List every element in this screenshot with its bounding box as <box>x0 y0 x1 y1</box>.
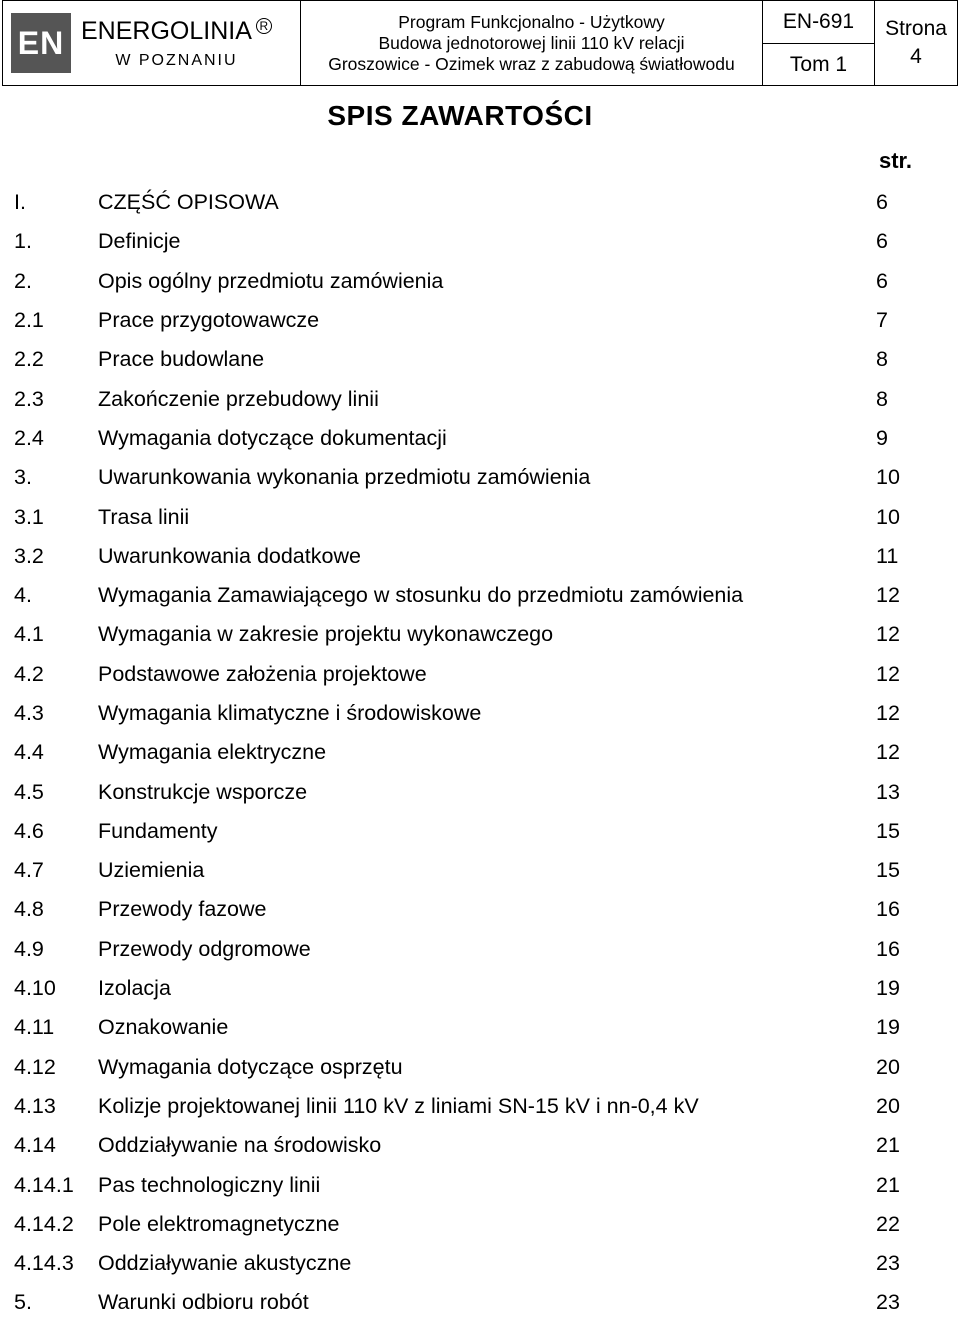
page-number: 4 <box>910 45 922 68</box>
toc-entry-title: Uwarunkowania dodatkowe <box>98 543 361 568</box>
toc-entry-title: Wymagania dotyczące osprzętu <box>98 1054 403 1079</box>
toc-entry <box>14 301 914 340</box>
toc-entry <box>14 183 914 222</box>
toc-entry-number: 4.6 <box>14 818 44 843</box>
company-logo: EN <box>11 13 71 73</box>
toc-entry <box>14 615 914 654</box>
toc-entry <box>14 655 914 694</box>
toc-entry <box>14 772 914 811</box>
toc-entry-page: 15 <box>876 858 900 883</box>
toc-entry <box>14 419 914 458</box>
page-column-label: str. <box>878 148 912 173</box>
toc-entry <box>14 733 914 772</box>
toc-entry-title: Zakończenie przebudowy linii <box>98 386 379 411</box>
toc-entry-title: Uziemienia <box>98 858 205 883</box>
company-info <box>81 16 272 70</box>
toc-entry-number: 4.11 <box>14 1015 55 1040</box>
toc-entry-title: Przewody odgromowe <box>98 936 311 961</box>
company-city: W POZNANIU <box>115 52 238 69</box>
toc-entry-page: 10 <box>876 504 900 529</box>
toc-entry <box>14 694 914 733</box>
toc-entry <box>14 930 914 969</box>
toc-entry-number: 5. <box>14 1290 32 1315</box>
company-name: ENERGOLINIA <box>81 17 252 45</box>
toc-entry <box>14 222 914 261</box>
toc-entry-number: 4.2 <box>14 661 44 686</box>
toc-entry-title: CZĘŚĆ OPISOWA <box>98 190 279 215</box>
toc-entry-page: 16 <box>876 897 900 922</box>
toc-entry-page: 20 <box>876 1054 900 1079</box>
toc-entry-number: 4.3 <box>14 701 44 725</box>
program-line-3: Groszowice - Ozimek wraz z zabudową światłowodu <box>328 53 735 74</box>
toc-entry-page: 6 <box>876 229 888 254</box>
toc-entry-title: Konstrukcje wsporcze <box>98 779 308 804</box>
toc-entry-title: Opis ogólny przedmiotu zamówienia <box>98 268 444 293</box>
toc-entry-title: Warunki odbioru robót <box>98 1290 309 1315</box>
toc-entry <box>14 497 914 536</box>
toc-entry <box>14 340 914 379</box>
toc-entry-number: 3. <box>14 465 32 490</box>
toc-entry-title: Wymagania w zakresie projektu wykonawczego <box>98 622 554 647</box>
program-title-cell <box>301 1 763 85</box>
toc-entry-number: 4.13 <box>14 1093 56 1118</box>
toc-entry-title: Wymagania klimatyczne i środowiskowe <box>98 701 482 725</box>
toc-entry-number: 3.2 <box>14 543 44 568</box>
page-label: Strona <box>885 17 947 40</box>
doc-code-cell <box>763 1 875 85</box>
toc-entry-number: 4.14.1 <box>14 1172 74 1197</box>
toc-entry-title: Prace budowlane <box>98 347 265 372</box>
toc-entry <box>14 576 914 615</box>
toc-entry-number: 4.1 <box>14 622 44 647</box>
toc-entry-page: 16 <box>876 936 900 961</box>
toc-entry <box>14 890 914 929</box>
toc-entry-title: Przewody fazowe <box>98 897 267 922</box>
toc-entry-number: 2.4 <box>14 425 44 450</box>
volume-label: Tom 1 <box>789 52 848 76</box>
toc-entry-page: 12 <box>876 661 900 686</box>
toc-entry-title: Wymagania elektryczne <box>98 740 327 765</box>
toc-entry-page: 12 <box>876 740 900 765</box>
toc-entry-title: Izolacja <box>98 976 171 1001</box>
toc-entry-number: 4.14.2 <box>14 1211 74 1236</box>
toc-entry-page: 8 <box>876 347 888 372</box>
toc-entry-title: Kolizje projektowanej linii 110 kV z liniami SN-15 kV i nn-0,4 kV <box>98 1093 699 1118</box>
toc-entry-number: 4. <box>14 583 32 608</box>
toc-entry-number: 1. <box>14 229 32 254</box>
toc-entry-number: 4.5 <box>14 779 44 804</box>
toc-entry <box>14 1048 914 1087</box>
toc-entry <box>14 1008 914 1047</box>
toc-entry-page: 10 <box>876 465 900 490</box>
toc-entry-number: 2.2 <box>14 347 44 372</box>
toc-entry-title: Pas technologiczny linii <box>98 1172 321 1197</box>
toc-entry <box>14 969 914 1008</box>
toc-entry-number: 4.9 <box>14 936 44 961</box>
page-title: SPIS ZAWARTOŚCI <box>327 100 593 131</box>
toc-entry-title: Definicje <box>98 229 181 254</box>
toc-entry-page: 23 <box>876 1251 900 1276</box>
toc-entry-title: Oddziaływanie akustyczne <box>98 1251 352 1276</box>
toc-entry-number: 4.14 <box>14 1133 56 1158</box>
toc-entry-page: 21 <box>876 1133 900 1158</box>
doc-code: EN-691 <box>763 1 874 44</box>
toc-entry-number: 2.1 <box>14 308 44 333</box>
toc-entry-page: 19 <box>876 976 900 1001</box>
toc-entry <box>14 262 914 301</box>
toc-entry <box>14 1126 914 1165</box>
toc-entry-title: Wymagania Zamawiającego w stosunku do przedmiotu zamówienia <box>98 583 744 608</box>
toc-entry-title: Oznakowanie <box>98 1015 229 1040</box>
toc-entry <box>14 851 914 890</box>
toc-entry-number: 4.14.3 <box>14 1251 74 1276</box>
toc-entry-page: 21 <box>876 1172 900 1197</box>
toc-entry-title: Fundamenty <box>98 818 218 843</box>
toc-entry-number: 4.4 <box>14 740 44 765</box>
toc-entry-number: 2. <box>14 268 32 293</box>
program-line-1: Program Funkcjonalno - Użytkowy <box>398 11 665 32</box>
toc-entry-number: 3.1 <box>14 504 44 529</box>
toc-entry-number: 4.10 <box>14 976 56 1001</box>
toc-entry-title: Uwarunkowania wykonania przedmiotu zamówienia <box>98 465 591 490</box>
toc-entry-page: 7 <box>876 308 888 333</box>
page-cell <box>875 1 957 85</box>
table-of-contents <box>14 183 914 1323</box>
toc-entry-page: 13 <box>876 779 900 804</box>
toc-entry <box>14 379 914 418</box>
toc-entry-number: 4.8 <box>14 897 44 922</box>
toc-entry <box>14 537 914 576</box>
toc-entry <box>14 1244 914 1283</box>
company-logo-cell <box>3 1 301 85</box>
program-line-2: Budowa jednotorowej linii 110 kV relacji <box>378 32 685 53</box>
toc-entry-title: Trasa linii <box>98 504 190 529</box>
toc-entry-page: 6 <box>876 190 888 215</box>
toc-entry <box>14 458 914 497</box>
toc-entry-title: Podstawowe założenia projektowe <box>98 661 427 686</box>
toc-entry-title: Prace przygotowawcze <box>98 308 320 333</box>
toc-entry-page: 19 <box>876 1015 900 1040</box>
toc-entry-title: Oddziaływanie na środowisko <box>98 1133 382 1158</box>
toc-entry-title: Pole elektromagnetyczne <box>98 1211 340 1236</box>
toc-entry-page: 20 <box>876 1093 900 1118</box>
toc-entry-page: 6 <box>876 268 888 293</box>
toc-entry-page: 23 <box>876 1290 900 1315</box>
toc-entry-number: 4.12 <box>14 1054 56 1079</box>
toc-entry-title: Wymagania dotyczące dokumentacji <box>98 425 447 450</box>
toc-entry-page: 11 <box>876 543 899 568</box>
toc-entry-page: 15 <box>876 818 900 843</box>
toc-entry-number: 2.3 <box>14 386 44 411</box>
registered-mark-icon: R <box>256 18 272 34</box>
toc-entry-page: 12 <box>876 622 900 647</box>
toc-entry-page: 9 <box>876 425 888 450</box>
toc-entry-number: 4.7 <box>14 858 44 883</box>
toc-entry-number: I. <box>14 190 26 215</box>
toc-entry-page: 12 <box>876 701 900 725</box>
document-header <box>2 0 958 86</box>
toc-entry-page: 12 <box>876 583 900 608</box>
toc-entry <box>14 812 914 851</box>
toc-entry <box>14 1165 914 1204</box>
toc-entry-page: 22 <box>876 1211 900 1236</box>
toc-entry <box>14 1087 914 1126</box>
toc-entry <box>14 1205 914 1244</box>
company-name-line <box>81 16 272 46</box>
toc-entry-page: 8 <box>876 386 888 411</box>
toc-entry <box>14 1283 914 1322</box>
